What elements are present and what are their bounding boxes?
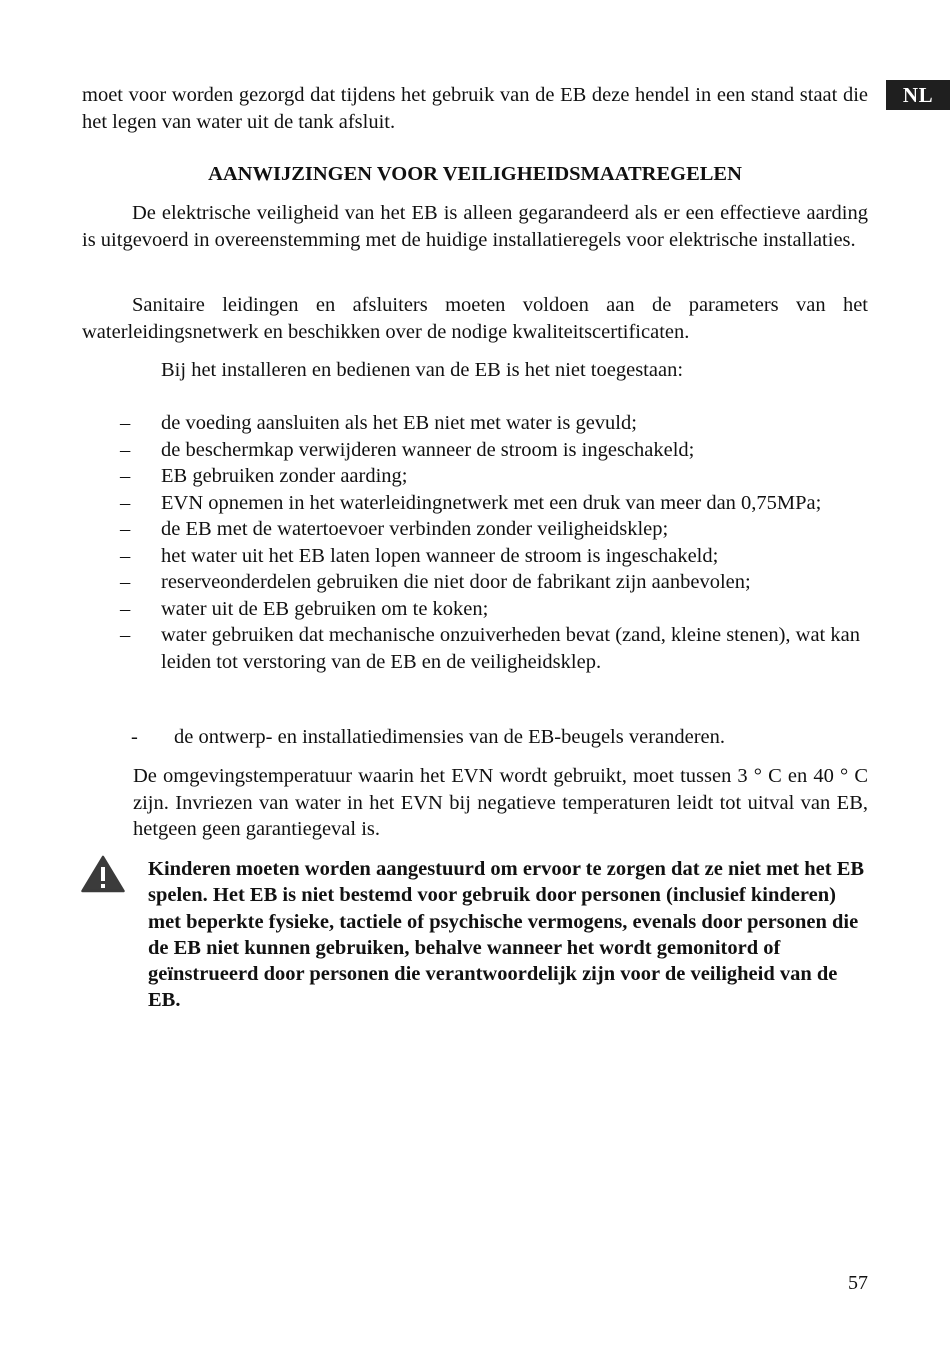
list-item-text: de beschermkap verwijderen wanneer de stroom is ingeschakeld;	[161, 438, 695, 461]
list-item-text: EVN opnemen in het waterleidingnetwerk met een druk van meer dan 0,75MPa;	[161, 491, 822, 514]
list-item-text: reserveonderdelen gebruiken die niet door de fabrikant zijn aanbevolen;	[161, 571, 751, 593]
extra-list-item-text: de ontwerp- en installatiedimensies van de EB-beugels veranderen.	[174, 726, 726, 748]
list-lead: Bij het installeren en bedienen van de EB is het niet toegestaan:	[161, 359, 684, 381]
dash-marker: –	[120, 438, 131, 461]
list-item	[120, 622, 868, 675]
list-item	[120, 437, 868, 464]
intro-text: moet voor worden gezorgd dat tijdens het gebruik van de EB deze hendel in een stand staat die het legen van water uit de tank afsluit.	[82, 84, 868, 133]
warning-triangle-icon	[81, 855, 125, 893]
dash-marker: –	[120, 597, 131, 620]
dash-marker: –	[120, 571, 131, 593]
list-item	[120, 410, 868, 437]
list-item	[120, 463, 868, 490]
temperature-note: De omgevingstemperatuur waarin het EVN wordt gebruikt, moet tussen 3 ° C en 40 ° C zijn. Invriezen van water in het EVN bij negatieve temperaturen leidt tot uitval van EB, hetgeen geen garantiegeval is.	[133, 765, 868, 840]
dash-marker: –	[120, 412, 131, 434]
dash-marker: –	[120, 544, 131, 567]
page-number: 57	[848, 1272, 868, 1294]
dash-marker: –	[120, 624, 131, 646]
list-item	[120, 516, 868, 543]
list-item-text: het water uit het EB laten lopen wanneer de stroom is ingeschakeld;	[161, 544, 719, 567]
paragraph-sanitary-pipes: Sanitaire leidingen en afsluiters moeten voldoen aan de parameters van het waterleidingsnetwerk en beschikken over de nodige kwaliteitscertificaten.	[82, 294, 868, 343]
list-item-text: water uit de EB gebruiken om te koken;	[161, 597, 489, 620]
language-tab: NL	[886, 80, 950, 110]
list-item	[120, 543, 868, 570]
prohibited-list	[120, 410, 868, 675]
dash-marker: –	[120, 465, 131, 487]
warning-text: Kinderen moeten worden aangestuurd om ervoor te zorgen dat ze niet met het EB spelen. Het EB is niet bestemd voor gebruik door personen (inclusief kinderen) met beperkte fysieke, tactiele of psychische vermogens, evenals door personen die de EB niet kunnen gebruiken, behalve wanneer het wordt gemonitord of geïnstrueerd door personen die verantwoordelijk zijn voor de veiligheid van de EB.	[148, 858, 865, 1012]
dash-marker: –	[120, 491, 131, 514]
section-heading: AANWIJZINGEN VOOR VEILIGHEIDSMAATREGELEN	[208, 163, 742, 185]
list-item-text: water gebruiken dat mechanische onzuiverheden bevat (zand, kleine stenen), wat kan leiden tot verstoring van de EB en de veiligheidsklep.	[161, 624, 860, 673]
list-item-text: EB gebruiken zonder aarding;	[161, 465, 408, 487]
list-item-text: de EB met de watertoevoer verbinden zonder veiligheidsklep;	[161, 518, 669, 540]
list-item	[120, 490, 868, 517]
list-item-text: de voeding aansluiten als het EB niet met water is gevuld;	[161, 412, 637, 434]
dash-marker: –	[120, 518, 131, 540]
list-item	[120, 596, 868, 623]
hyphen-marker: -	[131, 726, 138, 748]
list-item	[120, 569, 868, 596]
paragraph-electrical-safety: De elektrische veiligheid van het EB is alleen gegarandeerd als er een effectieve aarding is uitgevoerd in overeenstemming met de huidige installatieregels voor elektrische installaties.	[82, 202, 868, 251]
